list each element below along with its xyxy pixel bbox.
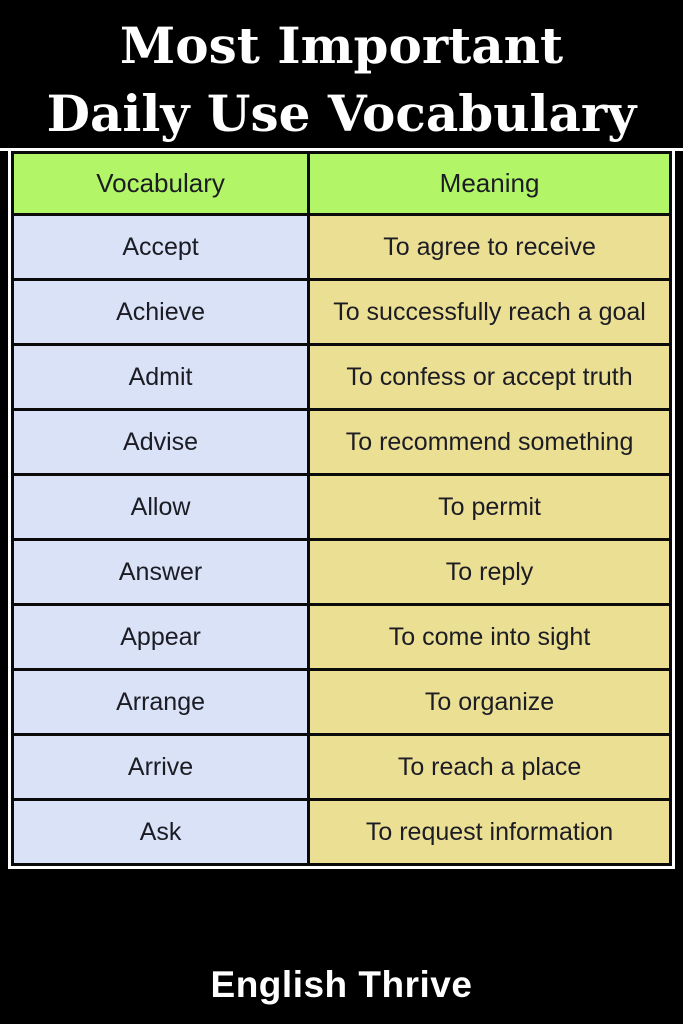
word-cell: Achieve bbox=[13, 280, 309, 345]
meaning-cell: To organize bbox=[309, 670, 671, 735]
word-cell: Arrive bbox=[13, 735, 309, 800]
word-cell: Appear bbox=[13, 605, 309, 670]
word-cell: Answer bbox=[13, 540, 309, 605]
table-row bbox=[13, 670, 671, 735]
page-title-line-2: Daily Use Vocabulary bbox=[46, 84, 637, 143]
footer bbox=[0, 964, 683, 1006]
word-cell: Accept bbox=[13, 215, 309, 280]
table-row bbox=[13, 605, 671, 670]
header-cell-meaning: Meaning bbox=[309, 153, 671, 215]
table-row bbox=[13, 800, 671, 865]
meaning-cell: To request information bbox=[309, 800, 671, 865]
table-row bbox=[13, 475, 671, 540]
meaning-cell: To reply bbox=[309, 540, 671, 605]
title-block bbox=[0, 0, 683, 151]
table-row bbox=[13, 540, 671, 605]
vocab-table bbox=[11, 151, 672, 866]
page-title-line-1: Most Important bbox=[119, 16, 564, 75]
table-row bbox=[13, 735, 671, 800]
meaning-cell: To confess or accept truth bbox=[309, 345, 671, 410]
meaning-cell: To successfully reach a goal bbox=[309, 280, 671, 345]
word-cell: Advise bbox=[13, 410, 309, 475]
meaning-cell: To permit bbox=[309, 475, 671, 540]
table-row bbox=[13, 410, 671, 475]
meaning-cell: To reach a place bbox=[309, 735, 671, 800]
table-row bbox=[13, 215, 671, 280]
table-row bbox=[13, 345, 671, 410]
meaning-cell: To agree to receive bbox=[309, 215, 671, 280]
word-cell: Arrange bbox=[13, 670, 309, 735]
meaning-cell: To recommend something bbox=[309, 410, 671, 475]
word-cell: Allow bbox=[13, 475, 309, 540]
header-cell-vocabulary: Vocabulary bbox=[13, 153, 309, 215]
vocab-table-frame bbox=[8, 151, 675, 869]
footer-brand: English Thrive bbox=[210, 964, 473, 1005]
meaning-cell: To come into sight bbox=[309, 605, 671, 670]
table-row bbox=[13, 280, 671, 345]
word-cell: Admit bbox=[13, 345, 309, 410]
header-row bbox=[13, 153, 671, 215]
vocab-table-body bbox=[13, 215, 671, 865]
word-cell: Ask bbox=[13, 800, 309, 865]
